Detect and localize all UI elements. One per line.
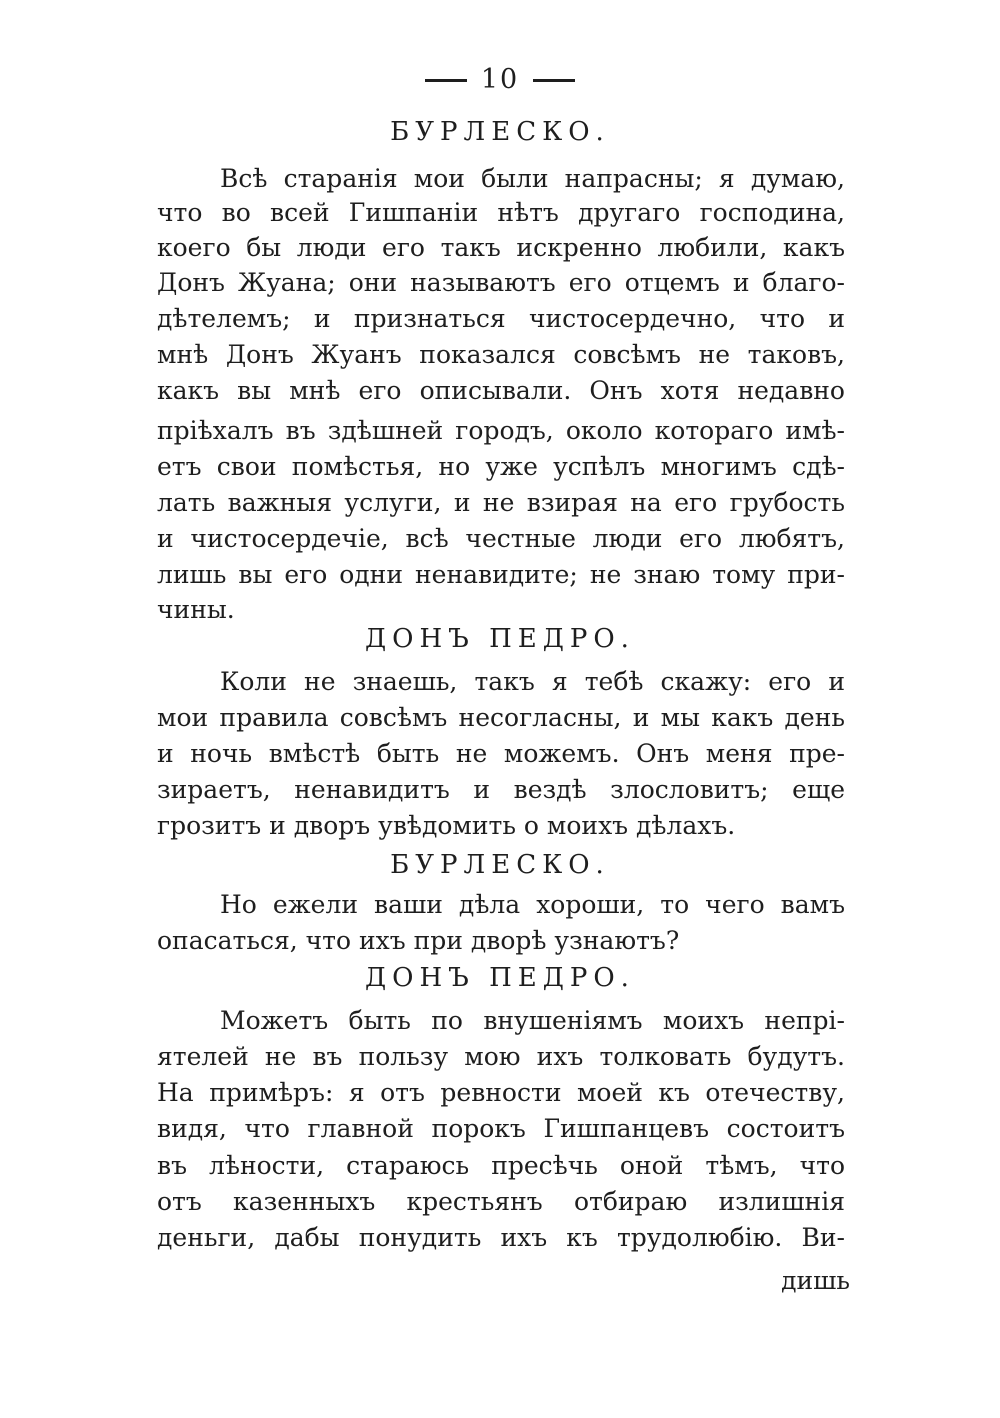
- text-line: Но ежели ваши дѣла хороши, то чего вамъ: [220, 890, 845, 919]
- text-line: опасаться, что ихъ при дворѣ узнаютъ?: [157, 926, 680, 955]
- text-line: пріѣхалъ въ здѣшней городъ, около котораго имѣ-: [157, 416, 845, 445]
- speaker-heading: БУРЛЕСКО.: [390, 117, 610, 147]
- text-line: Донъ Жуана; они называютъ его отцемъ и благо-: [157, 268, 845, 297]
- text-line: Можетъ быть по внушеніямъ моихъ непрі-: [220, 1006, 845, 1035]
- text-line: лишь вы его одни ненавидите; не знаю тому при-: [157, 560, 845, 589]
- text-line: что во всей Гишпаніи нѣтъ другаго господина,: [157, 198, 845, 227]
- text-line: мнѣ Донъ Жуанъ показался совсѣмъ не таковъ,: [157, 340, 845, 369]
- text-line: дѣтелемъ; и признаться чистосердечно, что и: [157, 304, 845, 333]
- catchword: дишь: [781, 1266, 850, 1295]
- speaker-heading: БУРЛЕСКО.: [390, 850, 610, 880]
- text-line: коего бы люди его такъ искренно любили, какъ: [157, 233, 845, 262]
- text-line: отъ казенныхъ крестьянъ отбираю излишнія: [157, 1187, 845, 1216]
- speaker-heading: ДОНЪ ПЕДРО.: [365, 624, 635, 654]
- text-line: деньги, дабы понудить ихъ къ трудолюбію. Ви-: [157, 1223, 845, 1252]
- page-number-left-rule: [425, 79, 467, 82]
- text-line: етъ свои помѣстья, но уже успѣлъ многимъ сдѣ-: [157, 452, 845, 481]
- text-line: чины.: [157, 595, 235, 624]
- text-line: На примѣръ: я отъ ревности моей къ отечеству,: [157, 1078, 845, 1107]
- text-line: Всѣ старанія мои были напрасны; я думаю,: [220, 164, 845, 193]
- text-line: какъ вы мнѣ его описывали. Онъ хотя недавно: [157, 376, 845, 405]
- text-line: и ночь вмѣстѣ быть не можемъ. Онъ меня пре-: [157, 739, 845, 768]
- text-line: и чистосердечіе, всѣ честные люди его любятъ,: [157, 524, 845, 553]
- speaker-heading: ДОНЪ ПЕДРО.: [365, 963, 635, 993]
- text-line: мои правила совсѣмъ несогласны, и мы какъ день: [157, 703, 845, 732]
- text-line: ятелей не въ пользу мою ихъ толковать будутъ.: [157, 1042, 845, 1071]
- text-line: зираетъ, ненавидитъ и вездѣ злословитъ; еще: [157, 775, 845, 804]
- text-line: въ лѣности, стараюсь пресѣчь оной тѣмъ, что: [157, 1151, 845, 1180]
- page-number-right-rule: [533, 79, 575, 82]
- text-line: Коли не знаешь, такъ я тебѣ скажу: его и: [220, 667, 845, 696]
- page-number: [0, 64, 1000, 95]
- text-line: грозитъ и дворъ увѣдомить о моихъ дѣлахъ.: [157, 811, 736, 840]
- text-line: видя, что главной порокъ Гишпанцевъ состоитъ: [157, 1114, 845, 1143]
- page-number-value: 10: [480, 64, 520, 95]
- text-line: лать важныя услуги, и не взирая на его грубость: [157, 488, 845, 517]
